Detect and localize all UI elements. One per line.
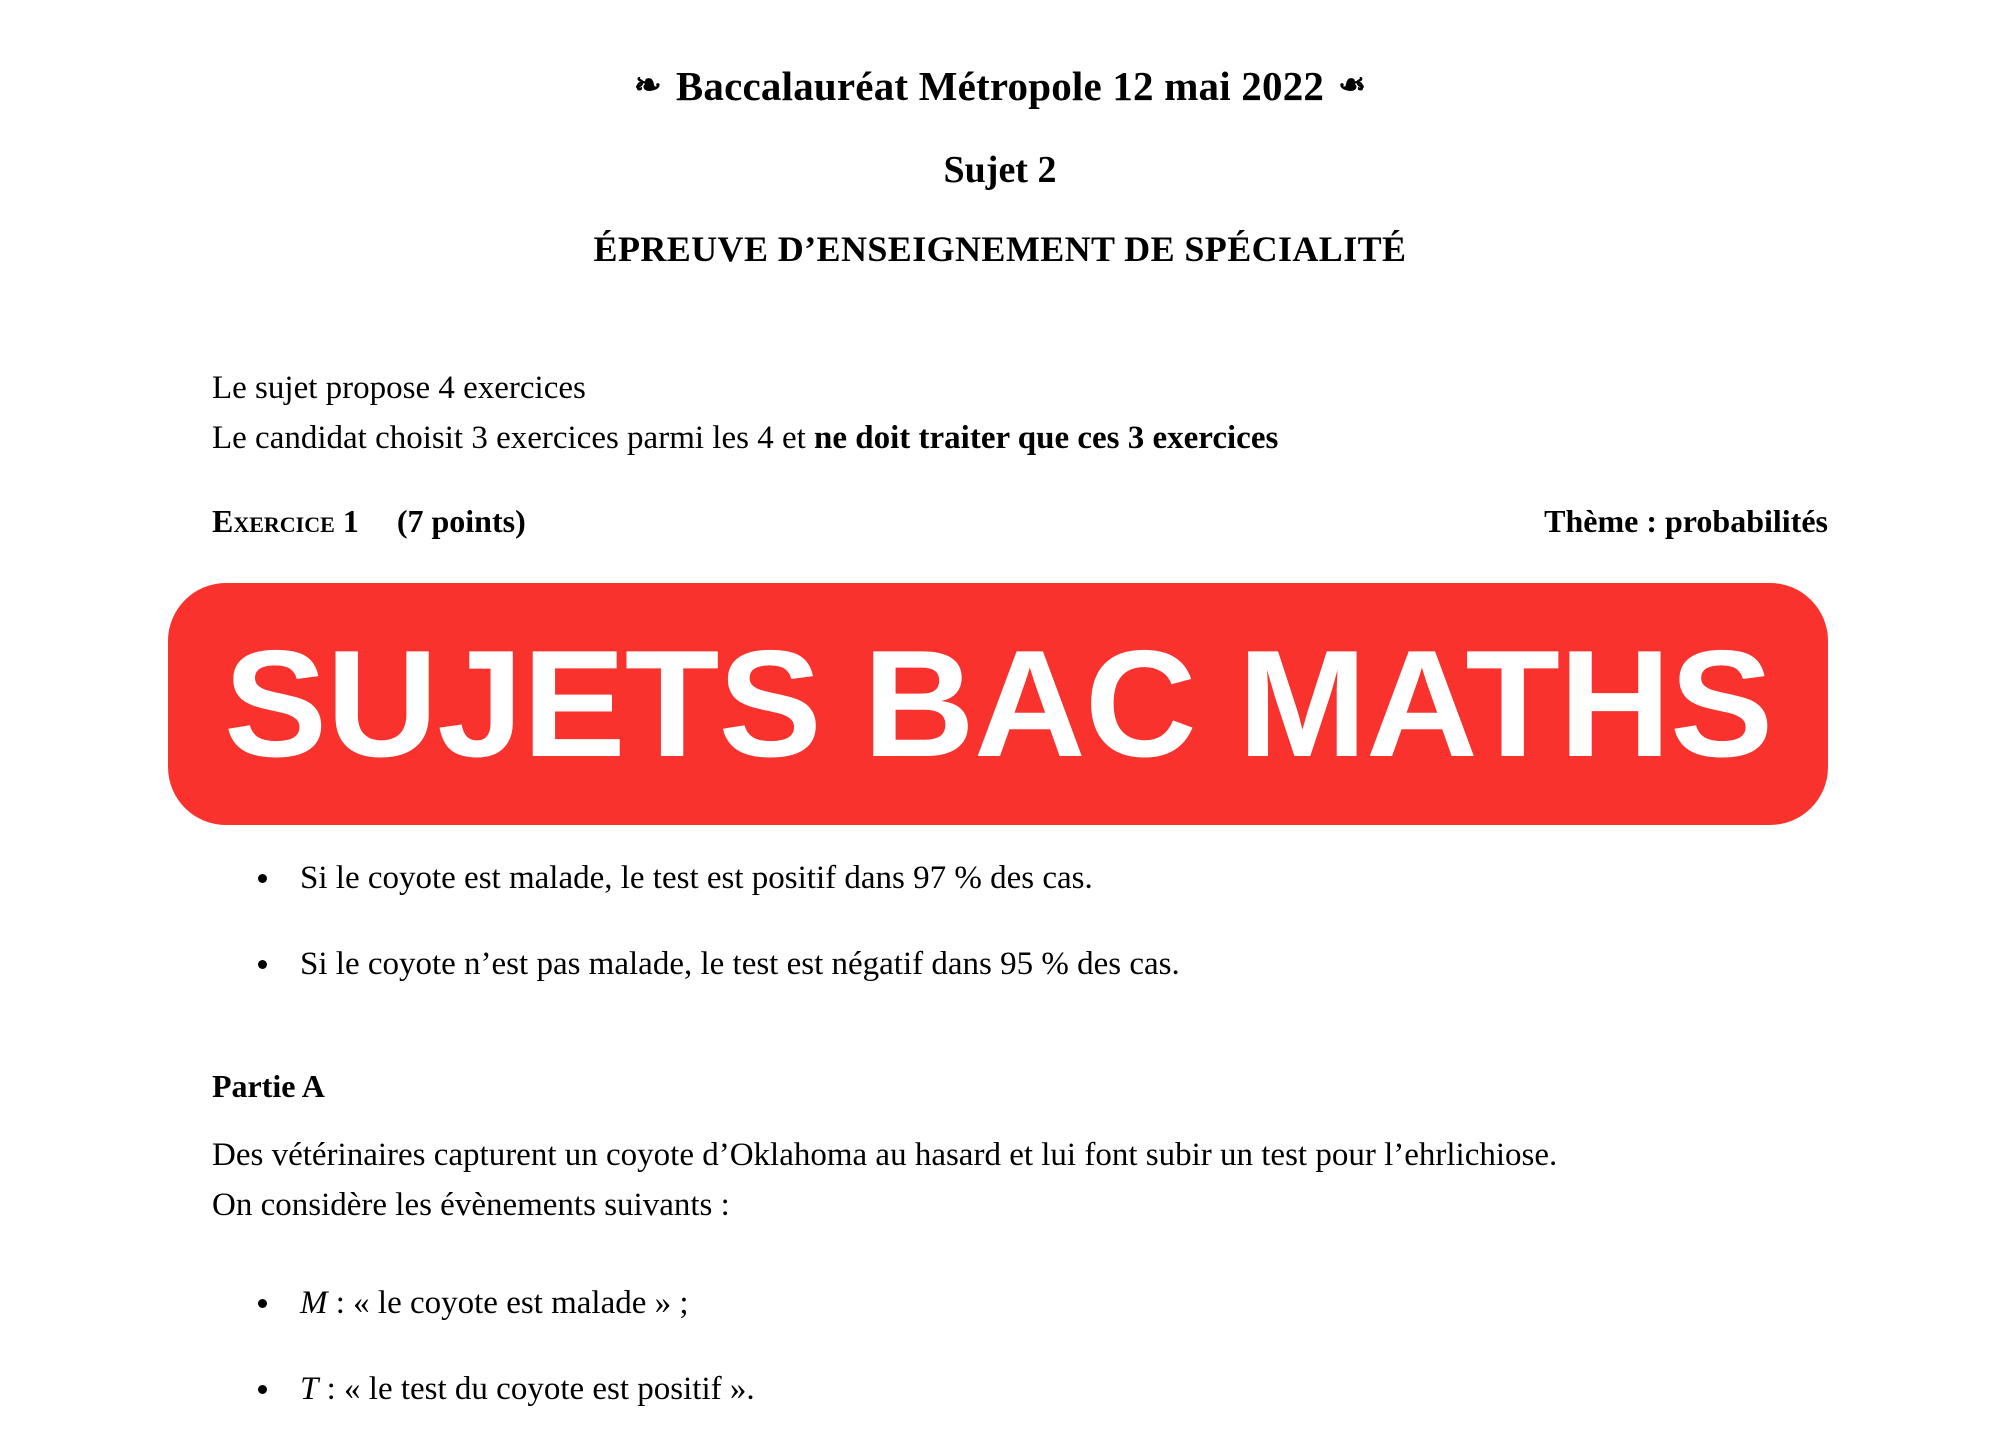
- event-symbol-t: T: [300, 1371, 319, 1407]
- exercise-number: 1: [342, 503, 359, 539]
- event-symbol-m: M: [300, 1285, 328, 1321]
- swirl-ornament-right-icon: ❧: [1338, 68, 1366, 104]
- exercise-label-rest: xercice: [233, 503, 335, 539]
- intro-paragraph: [212, 363, 1828, 463]
- exercise-label: [212, 503, 359, 539]
- event-text-m: : « le coyote est malade » ;: [327, 1285, 689, 1321]
- exam-type-heading: ÉPREUVE D’ENSEIGNEMENT DE SPÉCIALITÉ: [593, 229, 1407, 269]
- intro-line-2: [212, 413, 1828, 463]
- intro-line-1: Le sujet propose 4 exercices: [212, 370, 586, 406]
- swirl-ornament-left-icon: ❧: [634, 68, 662, 104]
- event-text-t: : « le test du coyote est positif ».: [318, 1371, 755, 1407]
- events-list: [212, 1280, 1828, 1452]
- page-title-text: Baccalauréat Métropole 12 mai 2022: [675, 63, 1325, 109]
- partie-a-line-2: On considère les évènements suivants :: [212, 1187, 730, 1223]
- exercise-header: [212, 503, 1828, 540]
- partie-a-line-1: Des vétérinaires capturent un coyote d’Oklahoma au hasard et lui font subir un test pour l’ehrlichiose.: [212, 1137, 1558, 1173]
- page-subtitle: Sujet 2: [943, 149, 1057, 191]
- exercise-label-initial: E: [212, 503, 234, 539]
- list-item: Si le coyote n’est pas malade, le test est négatif dans 95 % des cas.: [212, 941, 1828, 987]
- partie-a-paragraph: [212, 1130, 1828, 1230]
- intro-line-2-plain: Le candidat choisit 3 exercices parmi les 4 et: [212, 420, 815, 456]
- list-item: Si le coyote est malade, le test est positif dans 97 % des cas.: [212, 855, 1828, 901]
- list-item: [212, 1366, 1828, 1412]
- section-heading-partie-a: Partie A: [212, 1068, 325, 1104]
- exercise-points: (7 points): [396, 503, 526, 539]
- watermark-label: SUJETS BAC MATHS: [223, 619, 1773, 789]
- conditions-list: [212, 855, 1828, 1027]
- exercise-title-group: [212, 503, 526, 540]
- watermark-banner: [168, 583, 1828, 825]
- list-item: [212, 1280, 1828, 1326]
- intro-line-2-emphasis: ne doit traiter que ces 3 exercices: [814, 420, 1279, 456]
- exercise-theme: Thème : probabilités: [1544, 503, 1828, 539]
